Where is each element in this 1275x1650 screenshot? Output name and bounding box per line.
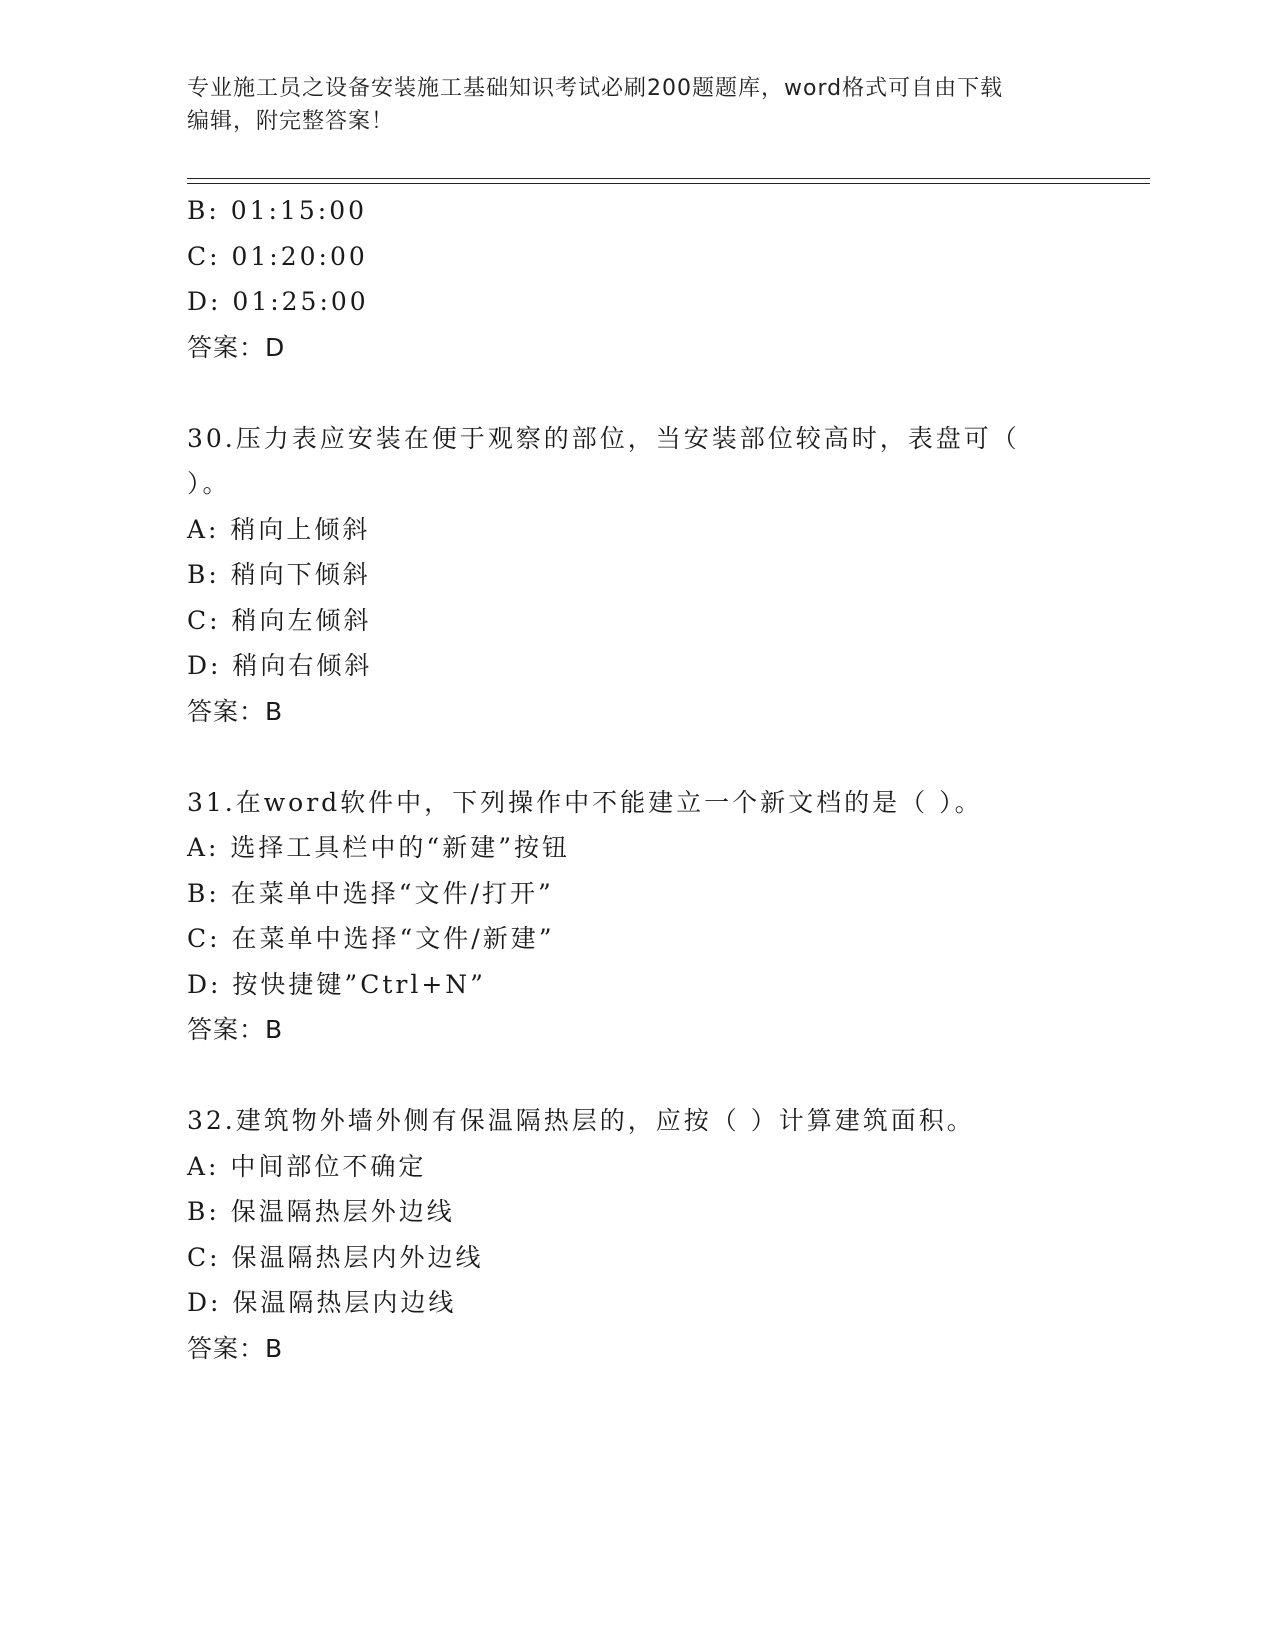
- question-stem-line-1: 30.压力表应安装在便于观察的部位，当安装部位较高时，表盘可（: [187, 423, 1020, 453]
- answer-line: 答案：D: [187, 332, 286, 362]
- question-stem: 32.建筑物外墙外侧有保温隔热层的，应按（ ）计算建筑面积。: [187, 1106, 975, 1135]
- spacer: [187, 370, 1147, 416]
- header-divider-top: [187, 178, 1150, 179]
- header-title-line-1: 专业施工员之设备安装施工基础知识考试必刷200题题库，word格式可自由下载: [187, 76, 1004, 101]
- question-block-30: [187, 416, 1147, 735]
- answer-line: 答案：B: [187, 1015, 284, 1044]
- option-b: B: 保温隔热层外边线: [187, 1197, 455, 1226]
- option-a: A: 稍向上倾斜: [187, 514, 371, 544]
- option-c: C: 保温隔热层内外边线: [187, 1242, 484, 1272]
- header-divider-bottom: [187, 183, 1150, 184]
- question-list: [187, 188, 1147, 1371]
- question-block-previous: [187, 188, 1147, 370]
- option-d: D: 按快捷键”Ctrl+N”: [187, 969, 486, 999]
- option-d: D: 保温隔热层内边线: [187, 1288, 457, 1317]
- option-c: C: 稍向左倾斜: [187, 605, 372, 635]
- document-header: [187, 72, 1087, 138]
- answer-line: 答案：B: [187, 1333, 284, 1363]
- answer-line: 答案：B: [187, 696, 284, 726]
- option-b: B: 01:15:00: [187, 196, 368, 225]
- option-d: D: 稍向右倾斜: [187, 651, 373, 680]
- option-b: B: 稍向下倾斜: [187, 560, 371, 589]
- option-a: A: 选择工具栏中的“新建”按钮: [187, 833, 570, 862]
- spacer: [187, 1053, 1147, 1099]
- header-title-line-2: 编辑，附完整答案！: [187, 109, 395, 134]
- option-b: B: 在菜单中选择“文件/打开”: [187, 878, 554, 908]
- option-c: C: 在菜单中选择“文件/新建”: [187, 924, 555, 953]
- question-stem: 31.在word软件中，下列操作中不能建立一个新文档的是（ ）。: [187, 787, 983, 817]
- question-stem-line-2: ）。: [187, 469, 231, 498]
- option-c: C: 01:20:00: [187, 241, 368, 271]
- option-d: D: 01:25:00: [187, 287, 369, 316]
- question-block-31: [187, 780, 1147, 1053]
- option-a: A: 中间部位不确定: [187, 1151, 427, 1181]
- spacer: [187, 734, 1147, 780]
- question-block-32: [187, 1098, 1147, 1371]
